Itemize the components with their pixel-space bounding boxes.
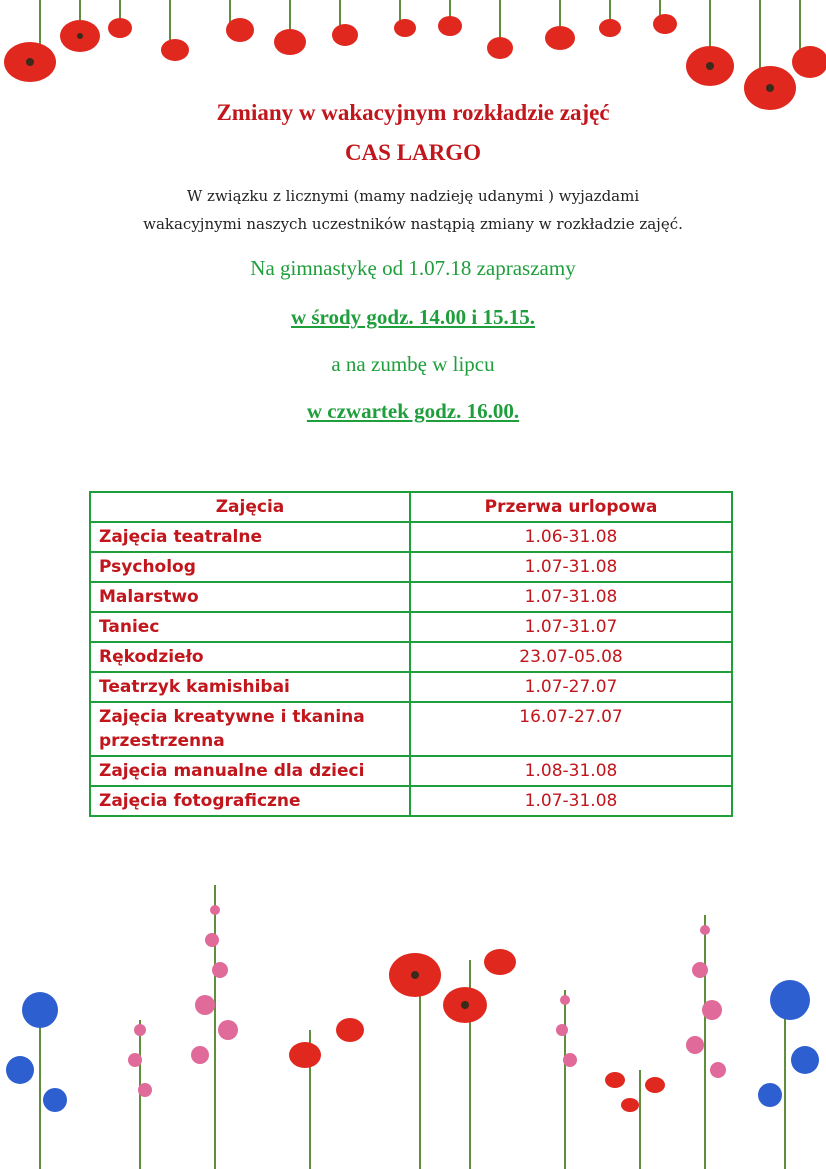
- table-row: [90, 552, 732, 582]
- class-name: Psycholog: [90, 552, 410, 582]
- gym-schedule: w środy godz. 14.00 i 15.15.: [290, 305, 536, 329]
- class-name: Zajęcia manualne dla dzieci: [90, 756, 410, 786]
- break-period: 1.07-31.08: [410, 582, 732, 612]
- table-row: [90, 702, 732, 756]
- zumba-schedule: w czwartek godz. 16.00.: [306, 399, 520, 423]
- flower-border-bottom: [0, 870, 826, 1169]
- class-name: Zajęcia kreatywne i tkanina przestrzenna: [90, 702, 410, 756]
- break-period: 23.07-05.08: [410, 642, 732, 672]
- class-name: Taniec: [90, 612, 410, 642]
- break-period: 1.08-31.08: [410, 756, 732, 786]
- table-row: [90, 672, 732, 702]
- intro-line2: wakacyjnymi naszych uczestników nastąpią zmiany w rozkładzie zajęć.: [143, 215, 683, 233]
- break-period: 16.07-27.07: [410, 702, 732, 756]
- break-period: 1.07-27.07: [410, 672, 732, 702]
- class-name: Zajęcia fotograficzne: [90, 786, 410, 816]
- zumba-info: a na zumbę w lipcu: [331, 352, 495, 376]
- header-classes: Zajęcia: [90, 492, 410, 522]
- break-period: 1.07-31.08: [410, 786, 732, 816]
- class-name: Zajęcia teatralne: [90, 522, 410, 552]
- class-name: Malarstwo: [90, 582, 410, 612]
- class-name: Rękodzieło: [90, 642, 410, 672]
- table-header-row: [90, 492, 732, 522]
- header-break: Przerwa urlopowa: [410, 492, 732, 522]
- table-row: [90, 786, 732, 816]
- schedule-table: [89, 491, 733, 817]
- table-row: [90, 642, 732, 672]
- page-title-line1: Zmiany w wakacyjnym rozkładzie zajęć: [216, 100, 610, 125]
- break-period: 1.07-31.08: [410, 552, 732, 582]
- break-period: 1.06-31.08: [410, 522, 732, 552]
- table-row: [90, 522, 732, 552]
- page-title-line2: CAS LARGO: [344, 140, 482, 165]
- gym-info: Na gimnastykę od 1.07.18 zapraszamy: [250, 256, 576, 280]
- table-row: [90, 582, 732, 612]
- class-name: Teatrzyk kamishibai: [90, 672, 410, 702]
- break-period: 1.07-31.07: [410, 612, 732, 642]
- intro-line1: W związku z licznymi (mamy nadzieję udanymi ) wyjazdami: [186, 187, 640, 205]
- table-row: [90, 756, 732, 786]
- table-row: [90, 612, 732, 642]
